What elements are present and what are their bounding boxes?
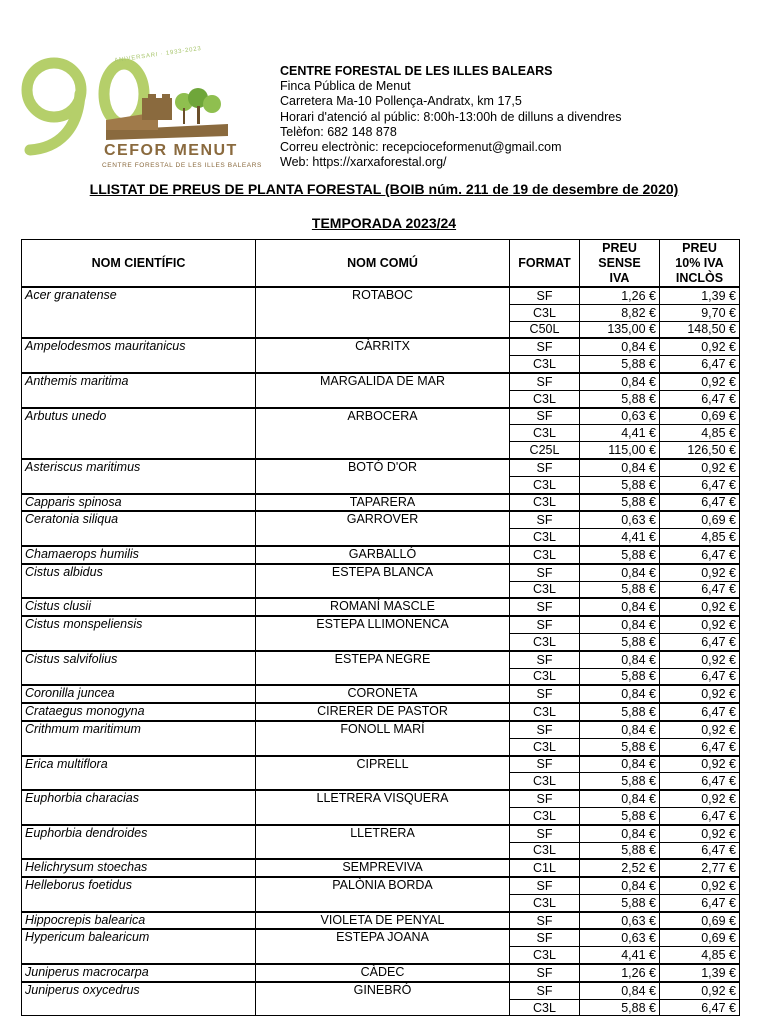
cefor-menut-logo <box>18 45 262 175</box>
price-no-vat-cell: 5,88 € <box>580 894 660 911</box>
price-no-vat-cell: 0,84 € <box>580 598 660 616</box>
price-no-vat-cell: 0,84 € <box>580 825 660 842</box>
scientific-name-cell: Chamaerops humilis <box>22 546 256 564</box>
format-cell: SF <box>510 790 580 807</box>
format-cell: C3L <box>510 304 580 321</box>
price-no-vat-cell: 0,84 € <box>580 685 660 703</box>
table-row <box>22 929 740 946</box>
format-cell: SF <box>510 877 580 894</box>
scientific-name-cell: Cistus salvifolius <box>22 651 256 686</box>
price-vat-cell: 0,92 € <box>660 982 740 999</box>
header-price-no-vat <box>580 240 660 288</box>
header-price-vat <box>660 240 740 288</box>
price-vat-cell: 6,47 € <box>660 390 740 407</box>
price-no-vat-cell: 5,88 € <box>580 546 660 564</box>
table-row <box>22 982 740 999</box>
price-vat-cell: 0,92 € <box>660 598 740 616</box>
price-vat-cell: 0,92 € <box>660 721 740 738</box>
price-no-vat-cell: 0,84 € <box>580 877 660 894</box>
format-cell: SF <box>510 408 580 425</box>
table-row <box>22 703 740 721</box>
format-cell: C3L <box>510 668 580 685</box>
format-cell: C3L <box>510 773 580 790</box>
logo-subtitle: CENTRE FORESTAL DE LES ILLES BALEARS <box>102 162 262 169</box>
header-line: IVA <box>609 270 630 285</box>
table-body <box>22 287 740 1016</box>
price-no-vat-cell: 4,41 € <box>580 425 660 442</box>
header-format: FORMAT <box>510 240 580 288</box>
price-vat-cell: 6,47 € <box>660 494 740 512</box>
common-name-cell: CÀDEC <box>256 964 510 982</box>
format-cell: C50L <box>510 321 580 338</box>
table-row <box>22 287 740 304</box>
price-no-vat-cell: 5,88 € <box>580 390 660 407</box>
price-vat-cell: 6,47 € <box>660 807 740 824</box>
table-row <box>22 790 740 807</box>
price-no-vat-cell: 4,41 € <box>580 529 660 546</box>
price-no-vat-cell: 0,84 € <box>580 616 660 633</box>
format-cell: C3L <box>510 633 580 650</box>
common-name-cell: CORONETA <box>256 685 510 703</box>
header-line: 10% IVA <box>675 255 724 270</box>
price-vat-cell: 0,92 € <box>660 825 740 842</box>
price-vat-cell: 0,69 € <box>660 929 740 946</box>
common-name-cell: MARGALIDA DE MAR <box>256 373 510 408</box>
price-vat-cell: 1,39 € <box>660 964 740 982</box>
format-cell: C1L <box>510 859 580 877</box>
format-cell: C3L <box>510 356 580 373</box>
organization-header <box>280 64 622 170</box>
common-name-cell: ESTEPA JOANA <box>256 929 510 964</box>
price-no-vat-cell: 5,88 € <box>580 668 660 685</box>
table-row <box>22 859 740 877</box>
price-vat-cell: 4,85 € <box>660 947 740 964</box>
price-vat-cell: 0,92 € <box>660 459 740 476</box>
common-name-cell: LLETRERA <box>256 825 510 860</box>
common-name-cell: GARBALLÓ <box>256 546 510 564</box>
price-vat-cell: 126,50 € <box>660 442 740 459</box>
price-vat-cell: 0,92 € <box>660 877 740 894</box>
price-vat-cell: 0,92 € <box>660 685 740 703</box>
price-vat-cell: 0,69 € <box>660 511 740 528</box>
header-line: PREU <box>602 240 637 255</box>
price-no-vat-cell: 0,84 € <box>580 459 660 476</box>
common-name-cell: PALÒNIA BORDA <box>256 877 510 912</box>
table-header <box>22 240 740 288</box>
common-name-cell: CIRERER DE PASTOR <box>256 703 510 721</box>
format-cell: C3L <box>510 476 580 493</box>
price-vat-cell: 0,92 € <box>660 651 740 668</box>
price-vat-cell: 6,47 € <box>660 476 740 493</box>
table-row <box>22 756 740 773</box>
price-vat-cell: 6,47 € <box>660 633 740 650</box>
price-no-vat-cell: 1,26 € <box>580 287 660 304</box>
common-name-cell: ESTEPA NEGRE <box>256 651 510 686</box>
price-no-vat-cell: 0,84 € <box>580 338 660 355</box>
table-row <box>22 651 740 668</box>
common-name-cell: ROMANÍ MASCLE <box>256 598 510 616</box>
table-row <box>22 598 740 616</box>
scientific-name-cell: Cistus albidus <box>22 564 256 599</box>
document-title: LLISTAT DE PREUS DE PLANTA FORESTAL (BOIB núm. 211 de 19 de desembre de 2020) <box>89 181 679 197</box>
price-no-vat-cell: 0,63 € <box>580 511 660 528</box>
price-vat-cell: 0,92 € <box>660 373 740 390</box>
price-no-vat-cell: 5,88 € <box>580 842 660 859</box>
price-no-vat-cell: 0,84 € <box>580 982 660 999</box>
table-row <box>22 685 740 703</box>
scientific-name-cell: Juniperus oxycedrus <box>22 982 256 1016</box>
price-no-vat-cell: 0,84 € <box>580 756 660 773</box>
format-cell: C3L <box>510 807 580 824</box>
scientific-name-cell: Helleborus foetidus <box>22 877 256 912</box>
price-no-vat-cell: 4,41 € <box>580 947 660 964</box>
price-vat-cell: 6,47 € <box>660 999 740 1016</box>
price-table <box>21 239 740 1016</box>
price-no-vat-cell: 135,00 € <box>580 321 660 338</box>
common-name-cell: VIOLETA DE PENYAL <box>256 912 510 930</box>
format-cell: C3L <box>510 529 580 546</box>
scientific-name-cell: Helichrysum stoechas <box>22 859 256 877</box>
price-vat-cell: 0,92 € <box>660 616 740 633</box>
common-name-cell: GINEBRÓ <box>256 982 510 1016</box>
price-no-vat-cell: 5,88 € <box>580 738 660 755</box>
format-cell: C3L <box>510 947 580 964</box>
scientific-name-cell: Asteriscus maritimus <box>22 459 256 494</box>
table-row <box>22 564 740 581</box>
table-row <box>22 494 740 512</box>
price-no-vat-cell: 115,00 € <box>580 442 660 459</box>
table-row <box>22 825 740 842</box>
table-row <box>22 373 740 390</box>
price-no-vat-cell: 5,88 € <box>580 356 660 373</box>
price-vat-cell: 6,47 € <box>660 842 740 859</box>
scientific-name-cell: Arbutus unedo <box>22 408 256 459</box>
logo-name: CEFOR MENUT <box>104 142 238 159</box>
format-cell: C3L <box>510 999 580 1016</box>
table-row <box>22 459 740 476</box>
email: Correu electrònic: recepcioceformenut@gmail.com <box>280 140 562 155</box>
header-line: INCLÒS <box>675 270 724 285</box>
opening-hours: Horari d'atenció al públic: 8:00h-13:00h de dilluns a divendres <box>280 109 622 124</box>
address-line: Carretera Ma-10 Pollença-Andratx, km 17,5 <box>280 94 522 109</box>
format-cell: C3L <box>510 546 580 564</box>
header-line: PREU <box>682 240 717 255</box>
format-cell: C3L <box>510 581 580 598</box>
table-row <box>22 511 740 528</box>
table-row <box>22 338 740 355</box>
scientific-name-cell: Erica multiflora <box>22 756 256 791</box>
website: Web: https://xarxaforestal.org/ <box>280 155 447 170</box>
price-vat-cell: 6,47 € <box>660 703 740 721</box>
price-vat-cell: 4,85 € <box>660 425 740 442</box>
price-no-vat-cell: 0,63 € <box>580 408 660 425</box>
format-cell: C3L <box>510 425 580 442</box>
price-vat-cell: 0,92 € <box>660 564 740 581</box>
table-row <box>22 877 740 894</box>
price-no-vat-cell: 5,88 € <box>580 999 660 1016</box>
price-no-vat-cell: 5,88 € <box>580 703 660 721</box>
format-cell: SF <box>510 338 580 355</box>
common-name-cell: CÀRRITX <box>256 338 510 373</box>
price-no-vat-cell: 1,26 € <box>580 964 660 982</box>
price-vat-cell: 4,85 € <box>660 529 740 546</box>
price-no-vat-cell: 5,88 € <box>580 773 660 790</box>
format-cell: C3L <box>510 842 580 859</box>
price-no-vat-cell: 5,88 € <box>580 633 660 650</box>
common-name-cell: CIPRELL <box>256 756 510 791</box>
scientific-name-cell: Anthemis maritima <box>22 373 256 408</box>
price-no-vat-cell: 0,84 € <box>580 373 660 390</box>
common-name-cell: TAPARERA <box>256 494 510 512</box>
scientific-name-cell: Ampelodesmos mauritanicus <box>22 338 256 373</box>
header-scientific-name: NOM CIENTÍFIC <box>22 240 256 288</box>
price-no-vat-cell: 0,84 € <box>580 790 660 807</box>
price-no-vat-cell: 5,88 € <box>580 581 660 598</box>
logo-anniversary-text: ANIVERSARI · 1933-2023 <box>114 45 202 65</box>
common-name-cell: GARROVER <box>256 511 510 546</box>
price-vat-cell: 1,39 € <box>660 287 740 304</box>
format-cell: SF <box>510 685 580 703</box>
price-no-vat-cell: 5,88 € <box>580 807 660 824</box>
format-cell: C25L <box>510 442 580 459</box>
common-name-cell: BOTÓ D'OR <box>256 459 510 494</box>
price-vat-cell: 9,70 € <box>660 304 740 321</box>
table-row <box>22 616 740 633</box>
format-cell: SF <box>510 912 580 930</box>
format-cell: C3L <box>510 390 580 407</box>
table-row <box>22 408 740 425</box>
price-no-vat-cell: 0,84 € <box>580 564 660 581</box>
header-row <box>22 240 740 288</box>
format-cell: SF <box>510 287 580 304</box>
season-title: TEMPORADA 2023/24 <box>311 215 457 231</box>
price-vat-cell: 6,47 € <box>660 581 740 598</box>
common-name-cell: ESTEPA BLANCA <box>256 564 510 599</box>
scientific-name-cell: Euphorbia dendroides <box>22 825 256 860</box>
common-name-cell: ROTABOC <box>256 287 510 338</box>
format-cell: C3L <box>510 894 580 911</box>
price-vat-cell: 0,92 € <box>660 790 740 807</box>
scientific-name-cell: Crataegus monogyna <box>22 703 256 721</box>
price-vat-cell: 0,92 € <box>660 756 740 773</box>
table-row <box>22 912 740 930</box>
price-no-vat-cell: 0,63 € <box>580 929 660 946</box>
format-cell: SF <box>510 721 580 738</box>
organization-name: CENTRE FORESTAL DE LES ILLES BALEARS <box>280 64 553 78</box>
header-line: SENSE <box>598 255 641 270</box>
price-no-vat-cell: 8,82 € <box>580 304 660 321</box>
scientific-name-cell: Hippocrepis balearica <box>22 912 256 930</box>
price-no-vat-cell: 0,84 € <box>580 651 660 668</box>
format-cell: C3L <box>510 494 580 512</box>
format-cell: SF <box>510 564 580 581</box>
format-cell: SF <box>510 982 580 999</box>
price-no-vat-cell: 2,52 € <box>580 859 660 877</box>
price-vat-cell: 6,47 € <box>660 356 740 373</box>
common-name-cell: SEMPREVIVA <box>256 859 510 877</box>
format-cell: SF <box>510 598 580 616</box>
format-cell: SF <box>510 964 580 982</box>
common-name-cell: ESTEPA LLIMONENCA <box>256 616 510 651</box>
format-cell: C3L <box>510 703 580 721</box>
scientific-name-cell: Ceratonia siliqua <box>22 511 256 546</box>
price-vat-cell: 6,47 € <box>660 773 740 790</box>
price-vat-cell: 6,47 € <box>660 668 740 685</box>
scientific-name-cell: Juniperus macrocarpa <box>22 964 256 982</box>
format-cell: SF <box>510 616 580 633</box>
phone: Telèfon: 682 148 878 <box>280 124 397 139</box>
scientific-name-cell: Crithmum maritimum <box>22 721 256 756</box>
common-name-cell: LLETRERA VISQUERA <box>256 790 510 825</box>
table-row <box>22 721 740 738</box>
scientific-name-cell: Acer granatense <box>22 287 256 338</box>
table-row <box>22 964 740 982</box>
format-cell: C3L <box>510 738 580 755</box>
format-cell: SF <box>510 373 580 390</box>
scientific-name-cell: Hypericum balearicum <box>22 929 256 964</box>
price-no-vat-cell: 5,88 € <box>580 476 660 493</box>
scientific-name-cell: Euphorbia characias <box>22 790 256 825</box>
price-vat-cell: 0,92 € <box>660 338 740 355</box>
format-cell: SF <box>510 756 580 773</box>
price-vat-cell: 148,50 € <box>660 321 740 338</box>
format-cell: SF <box>510 511 580 528</box>
address-line: Finca Pública de Menut <box>280 79 411 94</box>
price-vat-cell: 6,47 € <box>660 894 740 911</box>
price-no-vat-cell: 0,84 € <box>580 721 660 738</box>
scientific-name-cell: Cistus clusii <box>22 598 256 616</box>
scientific-name-cell: Capparis spinosa <box>22 494 256 512</box>
price-vat-cell: 6,47 € <box>660 738 740 755</box>
scientific-name-cell: Cistus monspeliensis <box>22 616 256 651</box>
table-row <box>22 546 740 564</box>
price-no-vat-cell: 5,88 € <box>580 494 660 512</box>
scientific-name-cell: Coronilla juncea <box>22 685 256 703</box>
format-cell: SF <box>510 825 580 842</box>
header-common-name: NOM COMÚ <box>256 240 510 288</box>
common-name-cell: FONOLL MARÍ <box>256 721 510 756</box>
price-vat-cell: 0,69 € <box>660 912 740 930</box>
common-name-cell: ARBOCERA <box>256 408 510 459</box>
price-vat-cell: 0,69 € <box>660 408 740 425</box>
format-cell: SF <box>510 459 580 476</box>
format-cell: SF <box>510 929 580 946</box>
format-cell: SF <box>510 651 580 668</box>
price-vat-cell: 2,77 € <box>660 859 740 877</box>
price-no-vat-cell: 0,63 € <box>580 912 660 930</box>
price-vat-cell: 6,47 € <box>660 546 740 564</box>
